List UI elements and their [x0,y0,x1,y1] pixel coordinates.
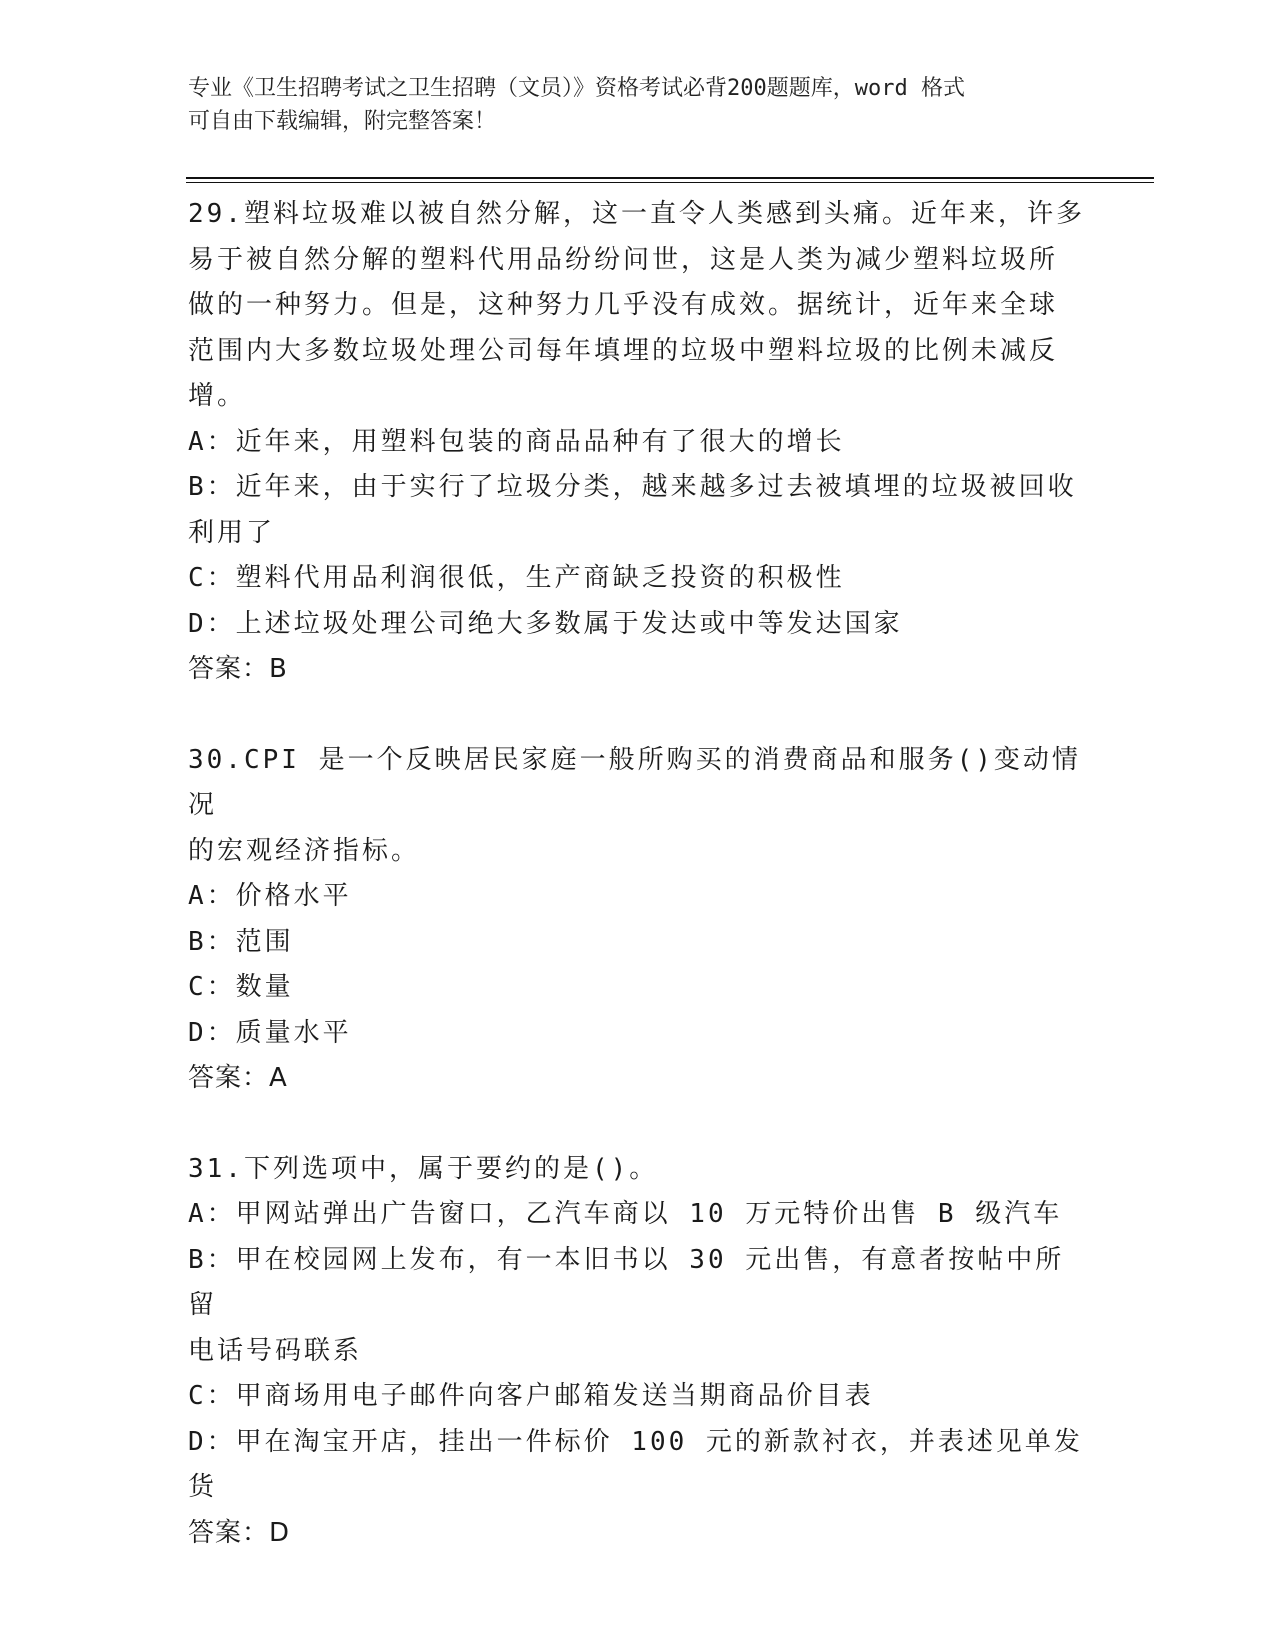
option-a: A：价格水平 [188,881,352,911]
option-b: B：范围 [188,926,294,957]
option-c: C：甲商场用电子邮件向客户邮箱发送当期商品价目表 [188,1381,874,1411]
option-b: B：甲在校园网上发布，有一本旧书以 30 元出售，有意者按帖中所留 [188,1244,1065,1320]
question-stem-line: 易于被自然分解的塑料代用品纷纷问世，这是人类为减少塑料垃圾所 [188,244,1059,275]
header-divider-thin [186,182,1154,183]
option-c: C：塑料代用品利润很低，生产商缺乏投资的积极性 [188,563,845,593]
header-divider-thick [186,177,1154,179]
question-list [188,192,1088,1556]
answer-label: 答案：B [188,654,288,684]
answer-label: 答案：D [188,1517,291,1548]
option-a: A：近年来，用塑料包装的商品品种有了很大的增长 [188,426,845,457]
option-d: D：质量水平 [188,1017,352,1048]
question-stem-line: 的宏观经济指标。 [188,835,421,866]
document-header [188,72,1088,138]
option-b-continued: 利用了 [188,517,276,548]
option-b-continued: 电话号码联系 [188,1335,363,1366]
question-stem-line: 增。 [188,381,247,411]
option-d: D：甲在淘宝开店，挂出一件标价 100 元的新款衬衣，并表述见单发货 [188,1426,1083,1502]
question-stem-line: 29.塑料垃圾难以被自然分解，这一直令人类感到头痛。近年来，许多 [188,199,1085,229]
header-line-2: 可自由下载编辑，附完整答案！ [188,109,497,134]
option-c: C：数量 [188,972,294,1002]
question-stem-line: 做的一种努力。但是，这种努力几乎没有成效。据统计，近年来全球 [188,290,1059,320]
question-stem-line: 31.下列选项中，属于要约的是()。 [188,1153,659,1184]
option-b: B：近年来，由于实行了垃圾分类，越来越多过去被填埋的垃圾被回收 [188,472,1077,502]
option-a: A：甲网站弹出广告窗口，乙汽车商以 10 万元特价出售 B 级汽车 [188,1199,1063,1229]
option-d: D：上述垃圾处理公司绝大多数属于发达或中等发达国家 [188,608,903,639]
question-31 [188,1147,1088,1557]
question-stem-line: 范围内大多数垃圾处理公司每年填埋的垃圾中塑料垃圾的比例未减反 [188,335,1059,366]
question-stem-line: 30.CPI 是一个反映居民家庭一般所购买的消费商品和服务()变动情况 [188,744,1081,820]
question-29 [188,192,1088,693]
question-30 [188,738,1088,1102]
answer-label: 答案：A [188,1063,288,1093]
header-line-1: 专业《卫生招聘考试之卫生招聘（文员）》资格考试必背200题题库，word 格式 [188,76,965,101]
